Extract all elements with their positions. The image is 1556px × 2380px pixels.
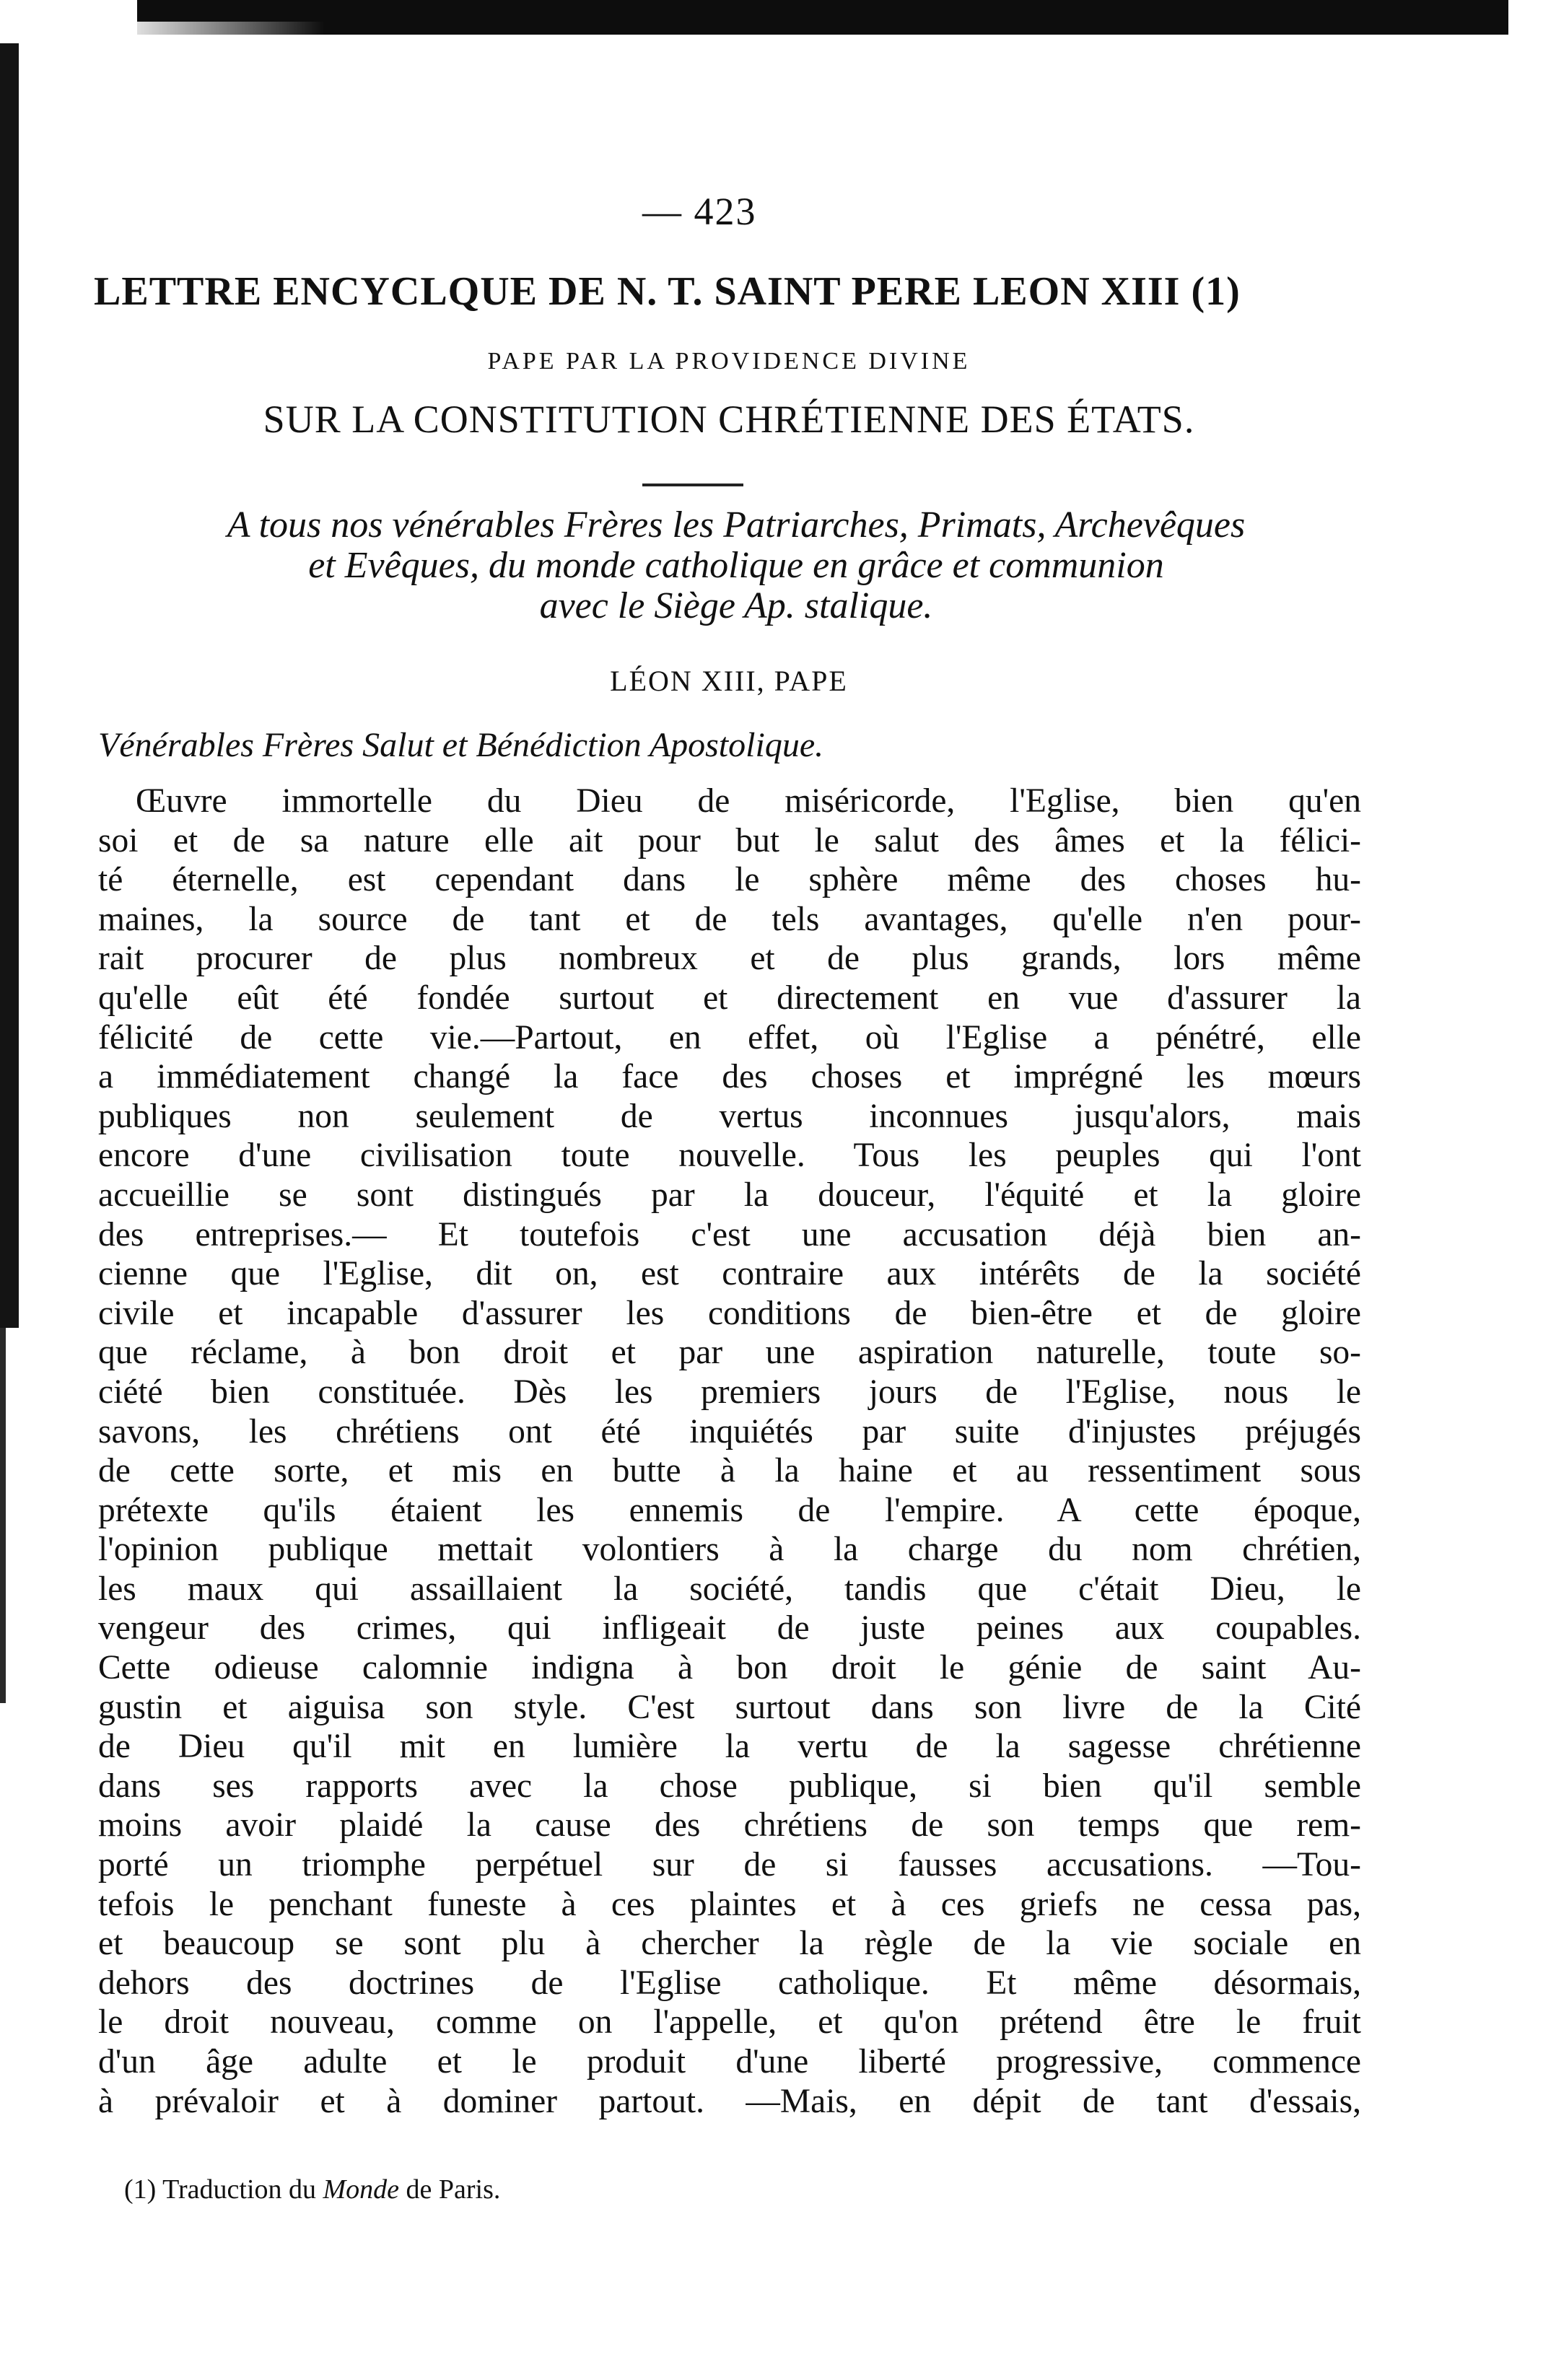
top-scan-border-fade (108, 22, 325, 36)
body-line: moins avoir plaidé la cause des chrétiens de son temps que rem- (98, 1806, 1361, 1845)
body-line: félicité de cette vie.—Partout, en effet, où l'Eglise a pénétré, elle (98, 1018, 1361, 1056)
document-subtitle: PAPE PAR LA PROVIDENCE DIVINE (487, 348, 971, 375)
body-line: prétexte qu'ils étaient les ennemis de l'empire. A cette époque, (98, 1491, 1361, 1529)
footnote-prefix: (1) Traduction du (124, 2174, 323, 2205)
address-block (101, 505, 1371, 626)
body-line: de Dieu qu'il mit en lumière la vertu de la sagesse chrétienne (98, 1728, 1361, 1766)
left-scan-border (0, 43, 19, 1328)
footnote (124, 2174, 990, 2205)
address-line: A tous nos vénérables Frères les Patriarches, Primats, Archevêques (227, 504, 1246, 546)
page-number: — 423 (642, 190, 757, 233)
body-line: maines, la source de tant et de tels avantages, qu'elle n'en pour- (98, 900, 1361, 938)
body-paragraph (98, 782, 1361, 2121)
body-line: a immédiatement changé la face des choses et imprégné les mœurs (98, 1058, 1361, 1096)
address-line: et Evêques, du monde catholique en grâce et communion (308, 545, 1164, 586)
body-line: gustin et aiguisa son style. C'est surtout dans son livre de la Cité (98, 1688, 1361, 1726)
body-line: les maux qui assaillaient la société, tandis que c'était Dieu, le (98, 1570, 1361, 1608)
footnote-suffix: de Paris. (399, 2174, 501, 2205)
document-heading: SUR LA CONSTITUTION CHRÉTIENNE DES ÉTATS. (263, 398, 1195, 441)
body-line: soi et de sa nature elle ait pour but le salut des âmes et la félici- (98, 821, 1361, 859)
left-scan-border-lower (0, 1328, 6, 1703)
body-line: à prévaloir et à dominer partout. —Mais, en dépit de tant d'essais, (98, 2082, 1361, 2120)
body-line: vengeur des crimes, qui infligeait de juste peines aux coupables. (98, 1609, 1361, 1648)
body-line: porté un triomphe perpétuel sur de si fausses accusations. —Tou- (98, 1846, 1361, 1884)
body-line: l'opinion publique mettait volontiers à la charge du nom chrétien, (98, 1531, 1361, 1569)
body-line: le droit nouveau, comme on l'appelle, et qu'on prétend être le fruit (98, 2003, 1361, 2042)
body-line: cienne que l'Eglise, dit on, est contraire aux intérêts de la société (98, 1255, 1361, 1293)
top-scan-border (137, 0, 1508, 35)
body-line: d'un âge adulte et le produit d'une liberté progressive, commence (98, 2043, 1361, 2081)
address-line: avec le Siège Ap. stalique. (539, 585, 933, 626)
signatory: LÉON XIII, PAPE (610, 665, 848, 697)
body-line: qu'elle eût été fondée surtout et directement en vue d'assurer la (98, 979, 1361, 1017)
body-line: ciété bien constituée. Dès les premiers jours de l'Eglise, nous le (98, 1373, 1361, 1411)
body-line: que réclame, à bon droit et par une aspiration naturelle, toute so- (98, 1334, 1361, 1372)
separator-rule (642, 484, 743, 486)
document-title: LETTRE ENCYCLQUE DE N. T. SAINT PERE LEON XIII (1) (94, 269, 1241, 314)
body-line: publiques non seulement de vertus inconnues jusqu'alors, mais (98, 1097, 1361, 1135)
body-line: dans ses rapports avec la chose publique, si bien qu'il semble (98, 1767, 1361, 1805)
body-line: tefois le penchant funeste à ces plaintes et à ces griefs ne cessa pas, (98, 1885, 1361, 1923)
body-line: encore d'une civilisation toute nouvelle. Tous les peuples qui l'ont (98, 1137, 1361, 1175)
body-line: dehors des doctrines de l'Eglise catholique. Et même désormais, (98, 1964, 1361, 2002)
body-line: té éternelle, est cependant dans le sphère même des choses hu- (98, 861, 1361, 899)
body-line: accueillie se sont distingués par la douceur, l'équité et la gloire (98, 1176, 1361, 1214)
salutation: Vénérables Frères Salut et Bénédiction Apostolique. (98, 726, 824, 764)
body-line: Œuvre immortelle du Dieu de miséricorde, l'Eglise, bien qu'en (136, 782, 1361, 820)
body-line: Cette odieuse calomnie indigna à bon droit le génie de saint Au- (98, 1649, 1361, 1687)
body-line: des entreprises.— Et toutefois c'est une accusation déjà bien an- (98, 1215, 1361, 1254)
body-line: de cette sorte, et mis en butte à la haine et au ressentiment sous (98, 1452, 1361, 1490)
body-line: rait procurer de plus nombreux et de plus grands, lors même (98, 940, 1361, 978)
body-line: civile et incapable d'assurer les conditions de bien-être et de gloire (98, 1294, 1361, 1332)
body-line: savons, les chrétiens ont été inquiétés par suite d'injustes préjugés (98, 1412, 1361, 1451)
footnote-source: Monde (323, 2174, 400, 2205)
body-line: et beaucoup se sont plu à chercher la règle de la vie sociale en (98, 1925, 1361, 1963)
